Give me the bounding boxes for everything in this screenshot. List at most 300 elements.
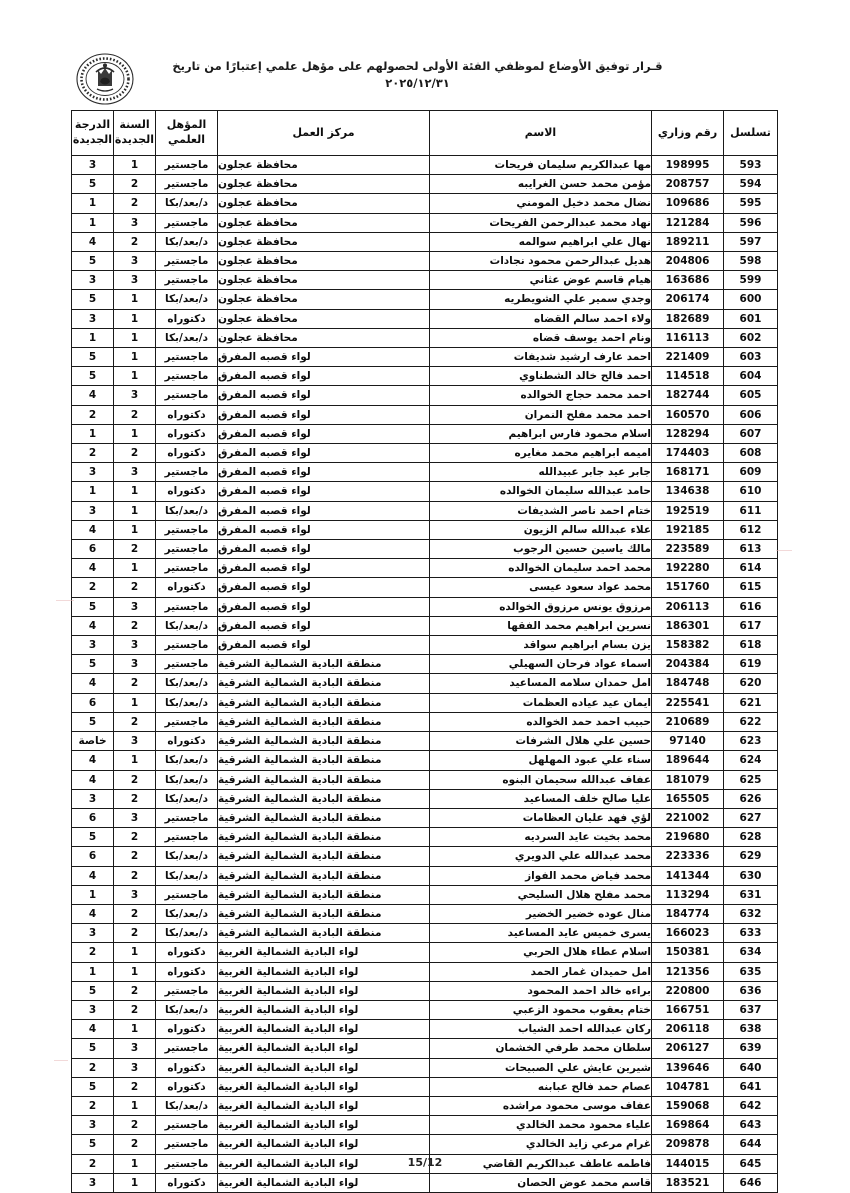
cell-serial: 595 (724, 194, 778, 213)
cell-center: لواء البادية الشمالية الغربية (218, 1135, 430, 1154)
cell-name: محمد بخيت عايد السرديه (430, 828, 652, 847)
cell-grade: 3 (72, 789, 114, 808)
table-row (72, 463, 778, 482)
cell-serial: 619 (724, 655, 778, 674)
cell-year: 3 (114, 386, 156, 405)
cell-minno: 166751 (652, 1000, 724, 1019)
cell-grade: 5 (72, 981, 114, 1000)
cell-serial: 633 (724, 924, 778, 943)
cell-serial: 613 (724, 540, 778, 559)
cell-grade: 1 (72, 194, 114, 213)
column-header-qualification: المؤهل العلمي (156, 111, 218, 156)
cell-qual: دكتوراه (156, 309, 218, 328)
cell-center: منطقة البادية الشمالية الشرقية (218, 770, 430, 789)
cell-year: 1 (114, 943, 156, 962)
cell-qual: د/بعد/بكا (156, 232, 218, 251)
table-row (72, 712, 778, 731)
cell-minno: 139646 (652, 1058, 724, 1077)
table-row (72, 751, 778, 770)
cell-qual: دكتوراه (156, 424, 218, 443)
cell-serial: 635 (724, 962, 778, 981)
cell-year: 1 (114, 309, 156, 328)
cell-grade: خاصة (72, 732, 114, 751)
cell-center: منطقة البادية الشمالية الشرقية (218, 655, 430, 674)
cell-grade: 4 (72, 386, 114, 405)
cell-year: 3 (114, 1039, 156, 1058)
cell-center: لواء قصبه المفرق (218, 501, 430, 520)
cell-name: اسلام عطاء هلال الحربي (430, 943, 652, 962)
cell-name: امل حمدان سلامه المساعيد (430, 674, 652, 693)
cell-year: 2 (114, 578, 156, 597)
cell-grade: 3 (72, 1116, 114, 1135)
cell-center: لواء قصبه المفرق (218, 463, 430, 482)
cell-serial: 598 (724, 252, 778, 271)
cell-minno: 121356 (652, 962, 724, 981)
table-body (72, 156, 778, 1193)
cell-grade: 2 (72, 1154, 114, 1173)
cell-grade: 5 (72, 712, 114, 731)
cell-minno: 183521 (652, 1173, 724, 1192)
cell-qual: دكتوراه (156, 943, 218, 962)
cell-name: محمد عواد سعود عيسى (430, 578, 652, 597)
cell-name: ختام احمد ناصر الشديفات (430, 501, 652, 520)
cell-year: 2 (114, 828, 156, 847)
cell-name: ختام يعقوب محمود الزعبي (430, 1000, 652, 1019)
cell-year: 2 (114, 924, 156, 943)
cell-qual: ماجستير (156, 597, 218, 616)
cell-name: اسلام محمود فارس ابراهيم (430, 424, 652, 443)
cell-minno: 116113 (652, 328, 724, 347)
table-row (72, 540, 778, 559)
cell-center: لواء قصبه المفرق (218, 520, 430, 539)
cell-grade: 3 (72, 924, 114, 943)
cell-serial: 629 (724, 847, 778, 866)
table-row (72, 578, 778, 597)
cell-center: محافظة عجلون (218, 175, 430, 194)
cell-center: محافظة عجلون (218, 232, 430, 251)
cell-qual: دكتوراه (156, 1077, 218, 1096)
cell-minno: 206118 (652, 1020, 724, 1039)
cell-minno: 189644 (652, 751, 724, 770)
cell-minno: 160570 (652, 405, 724, 424)
cell-center: لواء قصبه المفرق (218, 367, 430, 386)
cell-minno: 184748 (652, 674, 724, 693)
cell-center: لواء البادية الشمالية الغربية (218, 1116, 430, 1135)
column-header-ministry-number: رقم وزاري (652, 111, 724, 156)
scan-artifact (56, 600, 74, 601)
cell-year: 1 (114, 290, 156, 309)
cell-grade: 5 (72, 175, 114, 194)
cell-grade: 4 (72, 520, 114, 539)
cell-serial: 646 (724, 1173, 778, 1192)
cell-grade: 4 (72, 1020, 114, 1039)
cell-year: 2 (114, 444, 156, 463)
cell-year: 1 (114, 693, 156, 712)
table-row (72, 194, 778, 213)
cell-minno: 206113 (652, 597, 724, 616)
cell-minno: 221002 (652, 808, 724, 827)
cell-qual: د/بعد/بكا (156, 751, 218, 770)
table-row (72, 405, 778, 424)
cell-center: لواء البادية الشمالية الغربية (218, 1039, 430, 1058)
employee-status-table (71, 110, 778, 1193)
table-row (72, 770, 778, 789)
cell-qual: دكتوراه (156, 405, 218, 424)
table-row (72, 789, 778, 808)
cell-minno: 97140 (652, 732, 724, 751)
cell-year: 1 (114, 348, 156, 367)
cell-year: 1 (114, 559, 156, 578)
table-row (72, 501, 778, 520)
cell-qual: ماجستير (156, 175, 218, 194)
cell-grade: 5 (72, 252, 114, 271)
cell-year: 1 (114, 1096, 156, 1115)
cell-serial: 610 (724, 482, 778, 501)
cell-qual: دكتوراه (156, 444, 218, 463)
cell-serial: 627 (724, 808, 778, 827)
cell-serial: 640 (724, 1058, 778, 1077)
table-row (72, 232, 778, 251)
cell-name: محمد احمد سليمان الخوالده (430, 559, 652, 578)
cell-center: لواء قصبه المفرق (218, 424, 430, 443)
cell-serial: 625 (724, 770, 778, 789)
table-row (72, 616, 778, 635)
cell-name: لؤي فهد عليان العظامات (430, 808, 652, 827)
cell-minno: 192280 (652, 559, 724, 578)
cell-center: لواء البادية الشمالية الغربية (218, 1000, 430, 1019)
cell-qual: ماجستير (156, 348, 218, 367)
cell-serial: 643 (724, 1116, 778, 1135)
cell-minno: 113294 (652, 885, 724, 904)
cell-grade: 2 (72, 1058, 114, 1077)
cell-serial: 639 (724, 1039, 778, 1058)
cell-serial: 604 (724, 367, 778, 386)
cell-year: 3 (114, 732, 156, 751)
table-row (72, 1173, 778, 1192)
cell-minno: 109686 (652, 194, 724, 213)
cell-serial: 615 (724, 578, 778, 597)
cell-grade: 1 (72, 482, 114, 501)
cell-year: 1 (114, 424, 156, 443)
cell-name: محمد فياض محمد الفواز (430, 866, 652, 885)
cell-serial: 600 (724, 290, 778, 309)
cell-year: 2 (114, 904, 156, 923)
cell-serial: 636 (724, 981, 778, 1000)
cell-qual: ماجستير (156, 559, 218, 578)
cell-grade: 1 (72, 213, 114, 232)
cell-serial: 599 (724, 271, 778, 290)
cell-minno: 206127 (652, 1039, 724, 1058)
cell-serial: 621 (724, 693, 778, 712)
cell-serial: 597 (724, 232, 778, 251)
cell-name: هيام قاسم عوض عثاني (430, 271, 652, 290)
column-header-work-center: مركز العمل (218, 111, 430, 156)
cell-serial: 645 (724, 1154, 778, 1173)
table-row (72, 655, 778, 674)
cell-serial: 623 (724, 732, 778, 751)
table-row (72, 309, 778, 328)
cell-minno: 114518 (652, 367, 724, 386)
table-row (72, 732, 778, 751)
cell-center: لواء البادية الشمالية الغربية (218, 1173, 430, 1192)
cell-name: علياء محمود محمد الخالدي (430, 1116, 652, 1135)
cell-name: احمد محمد حجاج الخوالده (430, 386, 652, 405)
cell-name: هديل عبدالرحمن محمود نجادات (430, 252, 652, 271)
table-row (72, 866, 778, 885)
cell-serial: 608 (724, 444, 778, 463)
cell-year: 3 (114, 655, 156, 674)
column-header-serial: تسلسل (724, 111, 778, 156)
cell-year: 1 (114, 328, 156, 347)
cell-minno: 192519 (652, 501, 724, 520)
table-row (72, 213, 778, 232)
cell-center: محافظة عجلون (218, 252, 430, 271)
cell-name: احمد فالح خالد الشطناوي (430, 367, 652, 386)
cell-name: نسرين ابراهيم محمد الفقها (430, 616, 652, 635)
cell-name: نهاد محمد عبدالرحمن الفريحات (430, 213, 652, 232)
table-row (72, 1116, 778, 1135)
document-header (0, 48, 850, 110)
cell-center: لواء قصبه المفرق (218, 386, 430, 405)
cell-name: يسرى خميس عايد المساعيد (430, 924, 652, 943)
cell-year: 3 (114, 636, 156, 655)
cell-qual: ماجستير (156, 981, 218, 1000)
cell-name: سناء علي عبود المهلهل (430, 751, 652, 770)
cell-name: شيرين عايش علي الصبيحات (430, 1058, 652, 1077)
cell-name: قاسم محمد عوض الحصان (430, 1173, 652, 1192)
cell-year: 3 (114, 885, 156, 904)
cell-name: اسماء عواد فرحان السهيلي (430, 655, 652, 674)
cell-qual: ماجستير (156, 252, 218, 271)
cell-serial: 607 (724, 424, 778, 443)
cell-serial: 605 (724, 386, 778, 405)
cell-minno: 204384 (652, 655, 724, 674)
cell-serial: 593 (724, 156, 778, 175)
cell-serial: 606 (724, 405, 778, 424)
cell-name: غرام مرعي زايد الخالدي (430, 1135, 652, 1154)
table-row (72, 271, 778, 290)
table-row (72, 847, 778, 866)
cell-grade: 6 (72, 808, 114, 827)
cell-grade: 5 (72, 1039, 114, 1058)
table-row (72, 904, 778, 923)
cell-name: عفاف عبدالله سحيمان البنوه (430, 770, 652, 789)
cell-year: 2 (114, 232, 156, 251)
cell-grade: 3 (72, 1000, 114, 1019)
cell-minno: 220800 (652, 981, 724, 1000)
cell-name: سلطان محمد طرفي الخشمان (430, 1039, 652, 1058)
cell-grade: 5 (72, 348, 114, 367)
cell-name: عليا صالح خلف المساعيد (430, 789, 652, 808)
column-header-new-grade: الدرجة الجديدة (72, 111, 114, 156)
table-row (72, 674, 778, 693)
cell-grade: 1 (72, 962, 114, 981)
cell-qual: ماجستير (156, 540, 218, 559)
cell-qual: ماجستير (156, 463, 218, 482)
cell-qual: د/بعد/بكا (156, 693, 218, 712)
cell-minno: 221409 (652, 348, 724, 367)
cell-year: 2 (114, 175, 156, 194)
cell-qual: ماجستير (156, 520, 218, 539)
table-row (72, 943, 778, 962)
cell-minno: 151760 (652, 578, 724, 597)
cell-center: منطقة البادية الشمالية الشرقية (218, 885, 430, 904)
cell-qual: د/بعد/بكا (156, 616, 218, 635)
table-row (72, 962, 778, 981)
cell-year: 1 (114, 520, 156, 539)
cell-qual: ماجستير (156, 655, 218, 674)
cell-name: ولاء احمد سالم القضاه (430, 309, 652, 328)
cell-name: محمد عبدالله علي الدويري (430, 847, 652, 866)
cell-serial: 630 (724, 866, 778, 885)
cell-center: منطقة البادية الشمالية الشرقية (218, 789, 430, 808)
cell-grade: 2 (72, 1096, 114, 1115)
cell-qual: ماجستير (156, 885, 218, 904)
cell-year: 2 (114, 981, 156, 1000)
cell-center: منطقة البادية الشمالية الشرقية (218, 751, 430, 770)
cell-center: لواء قصبه المفرق (218, 540, 430, 559)
cell-minno: 208757 (652, 175, 724, 194)
cell-center: لواء قصبه المفرق (218, 348, 430, 367)
cell-qual: ماجستير (156, 213, 218, 232)
cell-name: اميمه ابراهيم محمد مغايره (430, 444, 652, 463)
table-row (72, 482, 778, 501)
cell-year: 1 (114, 962, 156, 981)
cell-serial: 594 (724, 175, 778, 194)
cell-serial: 603 (724, 348, 778, 367)
cell-minno: 204806 (652, 252, 724, 271)
cell-center: لواء البادية الشمالية الغربية (218, 1020, 430, 1039)
cell-center: لواء البادية الشمالية الغربية (218, 1154, 430, 1173)
cell-name: عفاف موسى محمود مراشده (430, 1096, 652, 1115)
cell-year: 1 (114, 501, 156, 520)
cell-serial: 612 (724, 520, 778, 539)
cell-minno: 192185 (652, 520, 724, 539)
cell-name: مالك ياسين حسين الرجوب (430, 540, 652, 559)
cell-grade: 4 (72, 904, 114, 923)
cell-minno: 198995 (652, 156, 724, 175)
cell-grade: 2 (72, 405, 114, 424)
cell-minno: 209878 (652, 1135, 724, 1154)
cell-center: لواء قصبه المفرق (218, 597, 430, 616)
cell-qual: ماجستير (156, 1154, 218, 1173)
cell-name: مؤمن محمد حسن الغرايبه (430, 175, 652, 194)
cell-center: محافظة عجلون (218, 309, 430, 328)
table-row (72, 175, 778, 194)
cell-grade: 4 (72, 866, 114, 885)
cell-grade: 5 (72, 1077, 114, 1096)
cell-center: لواء قصبه المفرق (218, 559, 430, 578)
cell-minno: 104781 (652, 1077, 724, 1096)
cell-serial: 601 (724, 309, 778, 328)
cell-grade: 5 (72, 655, 114, 674)
cell-grade: 5 (72, 597, 114, 616)
cell-serial: 622 (724, 712, 778, 731)
cell-qual: دكتوراه (156, 578, 218, 597)
cell-year: 1 (114, 1173, 156, 1192)
cell-serial: 611 (724, 501, 778, 520)
cell-minno: 165505 (652, 789, 724, 808)
cell-name: محمد مفلح هلال السليحي (430, 885, 652, 904)
cell-serial: 641 (724, 1077, 778, 1096)
table-row (72, 156, 778, 175)
table-row (72, 290, 778, 309)
cell-minno: 206174 (652, 290, 724, 309)
cell-qual: ماجستير (156, 1116, 218, 1135)
cell-center: منطقة البادية الشمالية الشرقية (218, 924, 430, 943)
cell-center: منطقة البادية الشمالية الشرقية (218, 847, 430, 866)
cell-grade: 6 (72, 693, 114, 712)
cell-minno: 121284 (652, 213, 724, 232)
cell-year: 3 (114, 808, 156, 827)
cell-center: لواء البادية الشمالية الغربية (218, 1096, 430, 1115)
cell-name: احمد عارف ارشيد شديفات (430, 348, 652, 367)
cell-serial: 632 (724, 904, 778, 923)
cell-minno: 223589 (652, 540, 724, 559)
cell-qual: د/بعد/بكا (156, 501, 218, 520)
cell-qual: د/بعد/بكا (156, 789, 218, 808)
cell-minno: 158382 (652, 636, 724, 655)
cell-grade: 3 (72, 271, 114, 290)
cell-name: ركان عبدالله احمد الشياب (430, 1020, 652, 1039)
cell-center: لواء قصبه المفرق (218, 616, 430, 635)
cell-year: 3 (114, 213, 156, 232)
cell-minno: 225541 (652, 693, 724, 712)
table-row (72, 1020, 778, 1039)
scan-artifact (54, 1060, 68, 1061)
cell-grade: 6 (72, 540, 114, 559)
cell-year: 2 (114, 674, 156, 693)
cell-year: 2 (114, 770, 156, 789)
cell-qual: دكتوراه (156, 732, 218, 751)
cell-qual: د/بعد/بكا (156, 847, 218, 866)
cell-serial: 609 (724, 463, 778, 482)
cell-minno: 163686 (652, 271, 724, 290)
table-row (72, 328, 778, 347)
cell-center: منطقة البادية الشمالية الشرقية (218, 904, 430, 923)
cell-grade: 3 (72, 309, 114, 328)
cell-serial: 634 (724, 943, 778, 962)
cell-grade: 3 (72, 501, 114, 520)
cell-minno: 141344 (652, 866, 724, 885)
cell-year: 1 (114, 1154, 156, 1173)
cell-minno: 181079 (652, 770, 724, 789)
table-row (72, 981, 778, 1000)
cell-year: 2 (114, 1135, 156, 1154)
cell-center: منطقة البادية الشمالية الشرقية (218, 732, 430, 751)
cell-serial: 626 (724, 789, 778, 808)
cell-minno: 166023 (652, 924, 724, 943)
registry-table-container (72, 110, 778, 1193)
cell-name: مرزوق يونس مرزوق الخوالده (430, 597, 652, 616)
cell-serial: 631 (724, 885, 778, 904)
cell-qual: د/بعد/بكا (156, 924, 218, 943)
cell-name: امل حميدان غمار الحمد (430, 962, 652, 981)
table-row (72, 348, 778, 367)
cell-qual: دكتوراه (156, 482, 218, 501)
table-row (72, 885, 778, 904)
cell-name: احمد محمد مفلح النمران (430, 405, 652, 424)
cell-center: منطقة البادية الشمالية الشرقية (218, 808, 430, 827)
cell-grade: 4 (72, 770, 114, 789)
cell-center: منطقة البادية الشمالية الشرقية (218, 693, 430, 712)
cell-center: لواء البادية الشمالية الغربية (218, 962, 430, 981)
cell-serial: 637 (724, 1000, 778, 1019)
table-row (72, 828, 778, 847)
table-row (72, 808, 778, 827)
column-header-new-year: السنة الجديدة (114, 111, 156, 156)
cell-grade: 6 (72, 847, 114, 866)
